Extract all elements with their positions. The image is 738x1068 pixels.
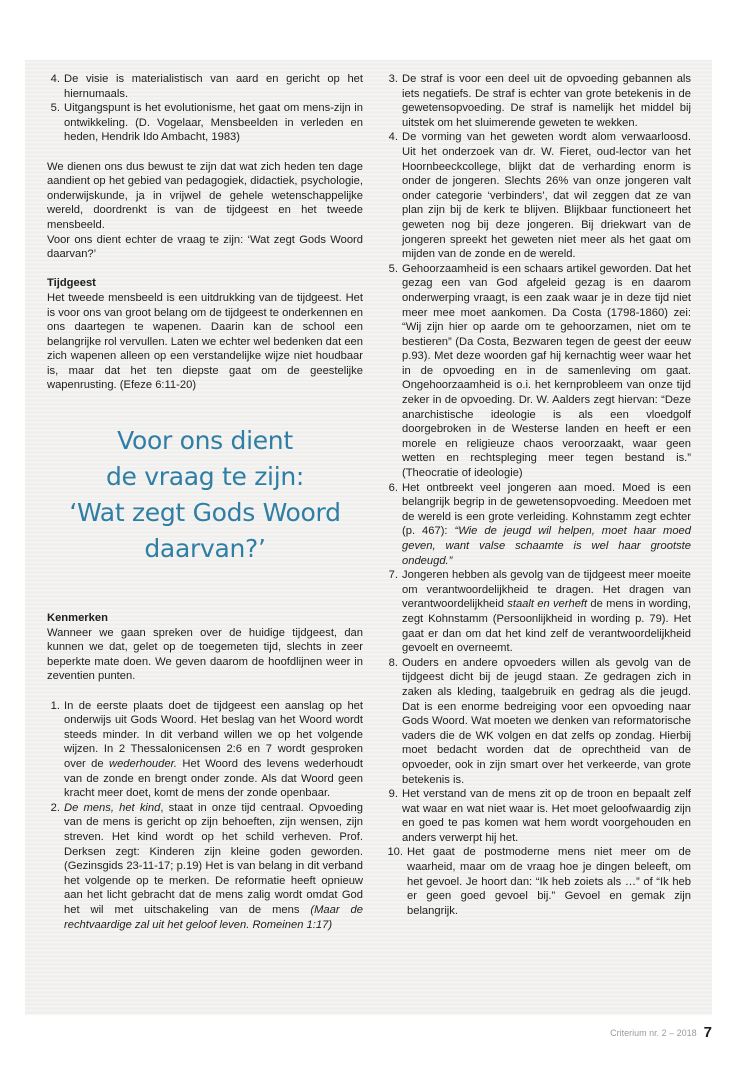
list-item: 10. Het gaat de postmoderne mens niet meer om de waarheid, maar om de vraag hoe je dingen beleeft, om het gevoel. Je hoort dan: “Ik heb zoiets als …” of “Ik heb er geen goed gevoel bij.” Gevoel en gemak zijn belangrijk. bbox=[387, 846, 691, 917]
list-item: 5. Uitgangspunt is het evolutionisme, het gaat om mens-zijn in ontwikkeling. (D. Vogelaar, Mensbeelden in verleden en heden, Hendrik Ido Ambacht, 1983) bbox=[50, 102, 363, 144]
paragraph: We dienen ons dus bewust te zijn dat wat zich heden ten dage aandient op het gebied van pedagogiek, didactiek, psychologie, onderwijskunde, ja in vrijwel de gehele wetenschappelijke wereld, doordrenkt is van de tijdgeest en het tweede mensbeeld. bbox=[47, 160, 363, 231]
journal-name: Criterium nr. 2 – 2018 bbox=[610, 1028, 697, 1038]
page-footer bbox=[610, 1023, 712, 1040]
pull-quote: Voor ons dient de vraag te zijn: ‘Wat zegt Gods Woord daarvan?’ bbox=[69, 426, 341, 564]
left-column bbox=[47, 72, 363, 932]
continued-list bbox=[47, 72, 363, 145]
paragraph: Het tweede mensbeeld is een uitdrukking van de tijdgeest. Het is voor ons van groot belang om de tijdgeest te onderkennen en ons daartegen te wapenen. Daarin kan de school een belangrijke rol vervullen. Laten we echter wel bedenken dat een zich wapenen alleen op een verstandelijke wijze niet houdbaar is, maar dat het ten diepste gaat om de geestelijke wapenrusting. (Efeze 6:11-20) bbox=[47, 291, 363, 392]
list-item: 4. De visie is materialistisch van aard en gericht op het hiernumaals. bbox=[50, 73, 363, 100]
list-item: 7. Jongeren hebben als gevolg van de tijdgeest meer moeite om verantwoordelijkheid te dragen. Het dragen van verantwoordelijkheid staalt en verheft de mens in wording, zegt Kohnstamm (Persoonlijkheid in wording p. 79). Het gaat er dan om dat het kind zelf de verantwoordelijkheid gevoelt en overneemt. bbox=[388, 569, 691, 655]
section-heading-kenmerken: Kenmerken bbox=[47, 612, 108, 625]
paragraph: Voor ons dient echter de vraag te zijn: ‘Wat zegt Gods Woord daarvan?’ bbox=[47, 233, 363, 261]
right-column bbox=[385, 72, 691, 918]
list-item: 3. De straf is voor een deel uit de opvoeding gebannen als iets negatiefs. De straf is echter van grote betekenis in de gewetensopvoeding. De straf is namelijk het middel bij uitstek om het sluimerende geweten te wekken. bbox=[388, 73, 691, 129]
kenmerken-list bbox=[47, 699, 363, 933]
section-heading-tijdgeest: Tijdgeest bbox=[47, 277, 96, 290]
list-item: 8. Ouders en andere opvoeders willen als gevolg van de tijdgeest dicht bij de jeugd staan. Ze gedragen zich in zaken als kleding, taalgebruik en gedrag als die jeugd. Dat is een enorme bedreiging voor een opvoeding naar Gods Woord. Wat moeten we denken van reformatorische vaders die de WK volgen en dat zelfs op zondag. Hierbij moet bedacht worden dat de oprechtheid van de opvoeder, ook in zijn smart over het verkeerde, van grote betekenis is. bbox=[388, 656, 691, 786]
list-item: 1. In de eerste plaats doet de tijdgeest een aanslag op het onderwijs uit Gods Woord. Het beslag van het Woord wordt steeds minder. In dit verband willen we op het volgende wijzen. In 2 Thessalonicensen 2:6 en 7 wordt gesproken over de wederhouder. Het Woord des levens wederhoudt van de zonde en brengt onder zonde. Als dat Woord geen kracht meer doet, komt de mens der zonde openbaar. bbox=[50, 699, 363, 800]
kenmerken-list-continued bbox=[385, 72, 691, 918]
list-item: 5. Gehoorzaamheid is een schaars artikel geworden. Dat het gezag een van God afgeleid gezag is en daarom onderwerping vraagt, is een zaak waar je in deze tijd niet meer mee moet aankomen. Da Costa (1798-1860) zei: “Wij zijn hier op aarde om te gehoorzamen, niet om te bestieren” (Da Costa, Bezwaren tegen de geest der eeuw p.93). Met deze woorden gaf hij kernachtig weer waar het in de opvoeding en in de samenleving om gaat. Ongehoorzaamheid is o.i. het kernprobleem van onze tijd zeker in de opvoeding. Dr. W. Aalders zegt hiervan: “Deze anarchistische ideologie is als een vloedgolf doorgebroken in de Westerse landen en heeft er een morele en religieuze chaos veroorzaakt, waar geen wetten en rechtspleging meer tegen bestand is.” (Theocratie of ideologie) bbox=[388, 262, 691, 480]
page-number: 7 bbox=[703, 1024, 712, 1041]
list-item: 2. De mens, het kind, staat in onze tijd centraal. Opvoeding van de mens is gericht op zijn behoeften, zijn wensen, zijn streven. Het kind wordt op het schild verheven. Prof. Derksen zegt: Kinderen zijn kleine goden geworden. (Gezinsgids 23-11-17; p.19) Het is van belang in dit verband het volgende op te merken. De reformatie heeft opnieuw aan het licht gebracht dat de mens zalig wordt omdat God het wil met uitschakeling van de mens (Maar de rechtvaardige zal uit het geloof leven. Romeinen 1:17) bbox=[50, 801, 363, 931]
paragraph: Wanneer we gaan spreken over de huidige tijdgeest, dan kunnen we dat, gelet op de toegemeten tijd, slechts in zeer beperkte mate doen. We geven daarom de hoofdlijnen weer in zeventien punten. bbox=[47, 626, 363, 683]
list-item: 9. Het verstand van de mens zit op de troon en bepaalt zelf wat waar en wat niet waar is. Het moet geloofwaardig zijn en goed te pas komen wat hem wordt voorgehouden en anders verwerpt hij het. bbox=[388, 788, 691, 844]
list-item: 4. De vorming van het geweten wordt alom verwaarloosd. Uit het onderzoek van dr. W. Fieret, oud-lector van het Hoornbeeckcollege, blijkt dat de verharding enorm is onder de jongeren. Slechts 26% van onze jongeren valt onder categorie ‘verbinders’, dat wil zeggen dat ze van plan zijn bij de kerk te blijven. Blijkbaar functioneert het geweten nog bij deze jongeren. Bij driekwart van de jongeren spreekt het geweten niet meer als het gaat om mijden van de zonde en de wereld. bbox=[388, 131, 691, 261]
list-item: 6. Het ontbreekt veel jongeren aan moed. Moed is een belangrijk begrip in de gewetensopvoeding. Meedoen met de wereld is een grote verleiding. Kohnstamm zegt echter (p. 467): “Wie de jeugd wil helpen, moet haar moed geven, want valse schaamte is wel haar grootste ondeugd.” bbox=[388, 481, 691, 567]
